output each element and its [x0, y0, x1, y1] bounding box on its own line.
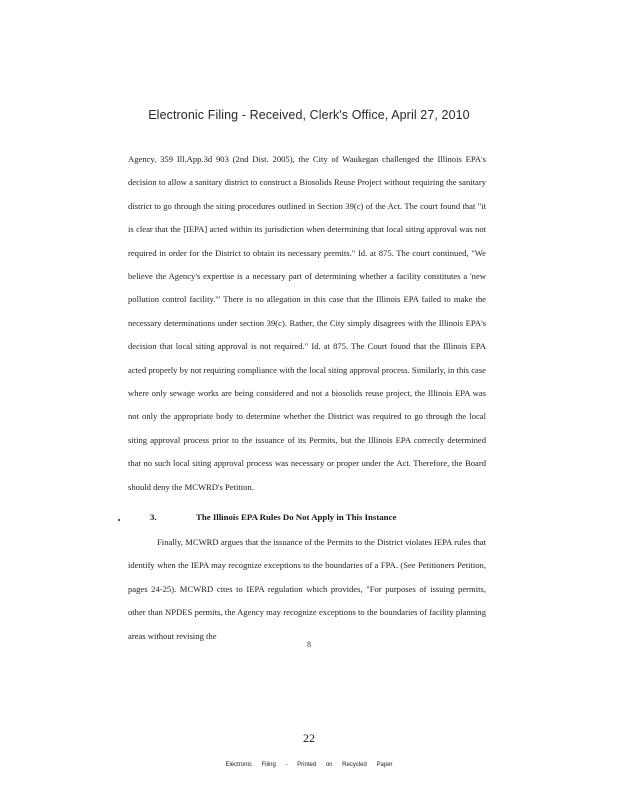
paragraph-1-text: Agency, 359 Ill.App.3d 903 (2nd Dist. 2005), the City of Waukegan challenged the Illinois EPA's decision to allow a sanitary district to construct a Biosolids Reuse Project without requiring the sanitary district to go through the siting procedures outlined in Section 39(c) of the Act. The court found that "it is clear that the [IEPA] acted within its jurisdiction when determining that local siting approval was not required in order for the District to obtain its necessary permits." Id. at 875. The court continued, "We believe the Agency's expertise is a necessary part of determining whether a facility constitutes a 'new pollution control facility.'" There is no allegation in this case that the Illinois EPA failed to make the necessary determinations under section 39(c). Rather, the City simply disagrees with the Illinois EPA's decision that local siting approval is not required." Id. at 875. The Court found that the Illinois EPA acted properly by not requiring compliance with the local siting approval process. Similarly, in this case where only sewage works are being considered and not a biosolids reuse project, the Illinois EPA was not only the appropriate body to determine whether the District was required to go through the local siting approval process prior to the issuance of its Permits, but the Illinois EPA correctly determined that no such local siting approval process was necessary or proper under the Act. Therefore, the Board should deny the MCWRD's Petition.	[128, 154, 486, 492]
section-heading-text: The Illinois EPA Rules Do Not Apply in This Instance	[196, 512, 397, 522]
section-heading	[128, 512, 486, 522]
section-heading-number: 3.	[150, 512, 157, 522]
scan-speck	[118, 519, 120, 521]
inner-page-number: 8	[307, 640, 311, 649]
body-paragraph-2	[128, 531, 486, 648]
filing-header: Electronic Filing - Received, Clerk's Office, April 27, 2010	[148, 108, 470, 122]
paragraph-2-text: Finally, MCWRD argues that the issuance of the Permits to the District violates IEPA rules that identify when the IEPA may recognize exceptions to the boundaries of a FPA. (See Petitioners Petition, pages 24-25). MCWRD cites to IEPA regulation which provides, "For purposes of issuing permits, other than NPDES permits, the Agency may recognize exceptions to the boundaries of facility planning areas without revising the	[128, 537, 486, 641]
body-paragraph-1	[128, 148, 486, 499]
footer-text: Electronic Filing - Printed on Recycled Paper	[225, 762, 393, 768]
page-number: 22	[303, 731, 315, 745]
